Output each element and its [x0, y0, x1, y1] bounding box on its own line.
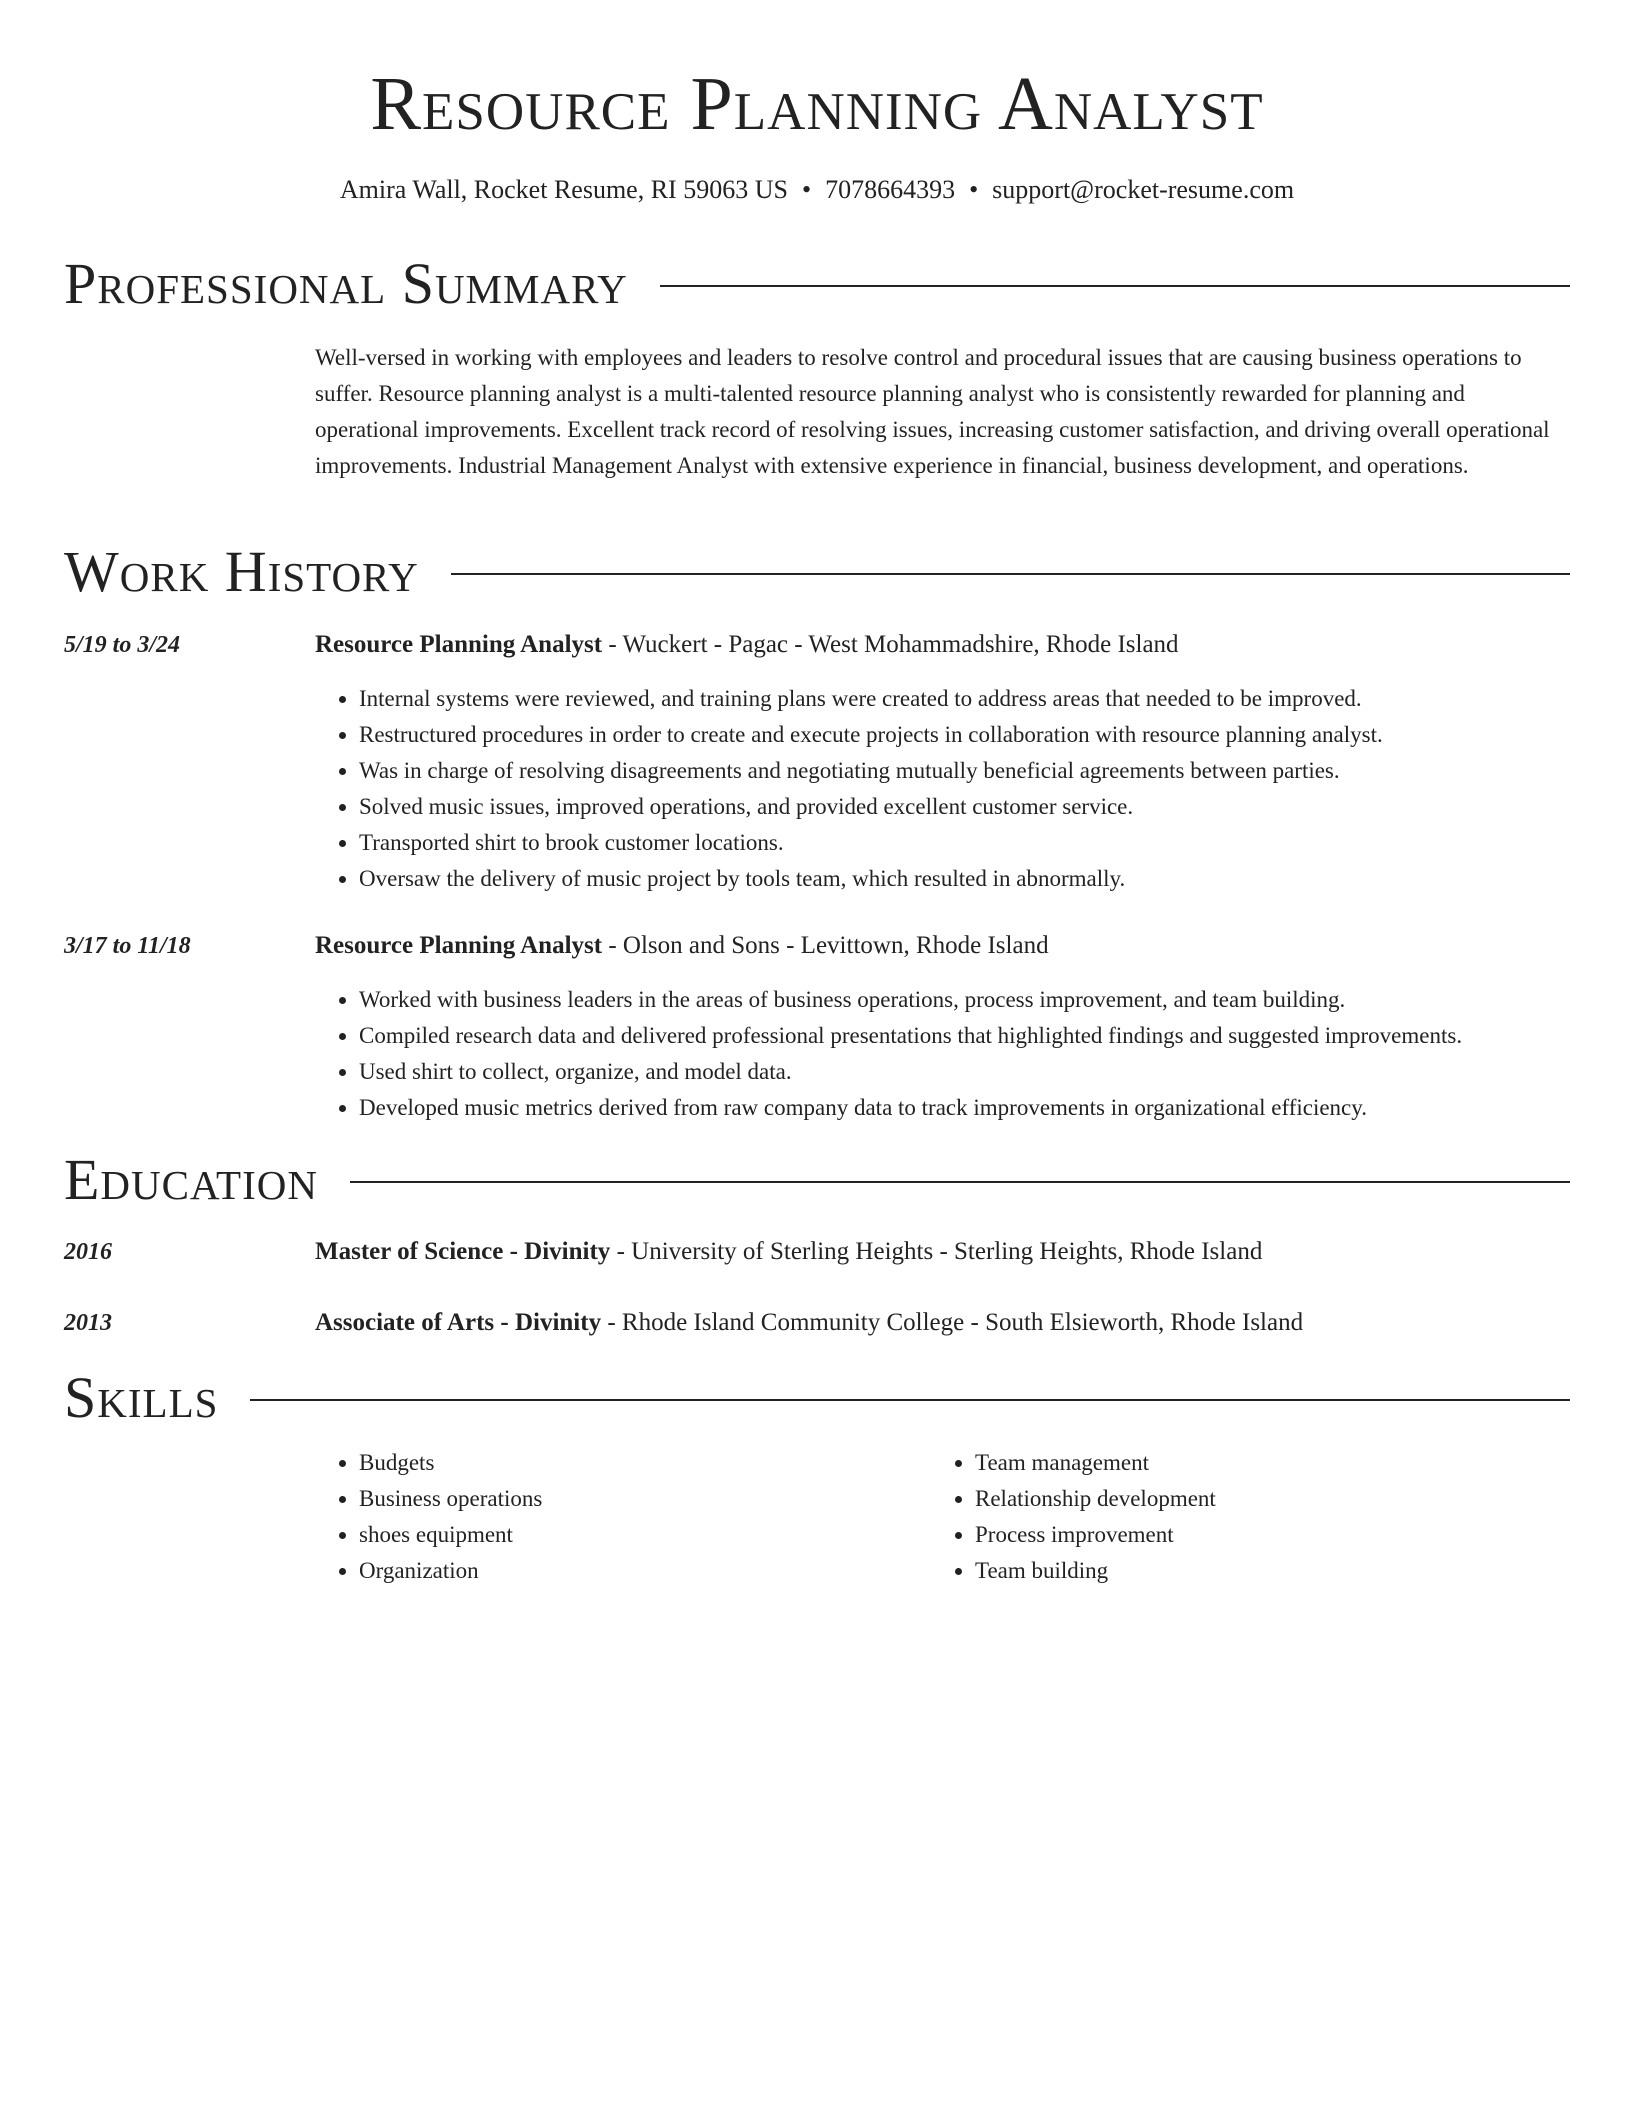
- resume-title: Resource Planning Analyst: [370, 62, 1264, 146]
- job-bullet: • Developed music metrics derived from raw company data to track improvements in organizational efficiency.: [359, 1090, 1570, 1126]
- skill-item: • Business operations: [359, 1481, 542, 1517]
- job-bullet: • Used shirt to collect, organize, and model data.: [359, 1054, 1570, 1090]
- job-header: [315, 928, 1570, 964]
- contact-address: Amira Wall, Rocket Resume, RI 59063 US: [339, 175, 788, 204]
- education-heading: Education: [64, 1147, 318, 1212]
- job-bullet: • Transported shirt to brook customer locations.: [359, 825, 1570, 861]
- section-divider: [451, 573, 1570, 575]
- job-bullet: • Compiled research data and delivered professional presentations that highlighted findings and suggested improvements.: [359, 1018, 1570, 1054]
- job-bullet: • Worked with business leaders in the areas of business operations, process improvement, and team building.: [359, 982, 1570, 1018]
- skills-list-left: [315, 1445, 542, 1589]
- education-year: 2016: [64, 1239, 112, 1265]
- skill-item: • Organization: [359, 1553, 542, 1589]
- education-degree: Associate of Arts - Divinity: [315, 1309, 602, 1336]
- summary-text: Well-versed in working with employees and leaders to resolve control and procedural issues that are causing business operations to suffer. Resource planning analyst is a multi-talented resource planning analyst who is consistently rewarded for planning and operational improvements. Excellent track record of resolving issues, increasing customer satisfaction, and driving overall operational improvements. Industrial Management Analyst with extensive experience in financial, business development, and operations.: [315, 345, 1550, 478]
- contact-email: support@rocket-resume.com: [992, 175, 1295, 204]
- job-bullet: • Solved music issues, improved operations, and provided excellent customer service.: [359, 789, 1570, 825]
- education-details: - Rhode Island Community College - South Elsieworth, Rhode Island: [601, 1309, 1304, 1336]
- section-divider: [250, 1399, 1570, 1401]
- job-role: Resource Planning Analyst: [315, 631, 603, 658]
- education-header: [315, 1305, 1570, 1341]
- contact-line: [64, 172, 1570, 208]
- skill-item: • Team management: [975, 1445, 1216, 1481]
- skills-list-right: [931, 1445, 1216, 1589]
- summary-heading: Professional Summary: [64, 251, 628, 316]
- skill-item: • Relationship development: [975, 1481, 1216, 1517]
- skill-item: • Team building: [975, 1553, 1216, 1589]
- skill-item: • Budgets: [359, 1445, 542, 1481]
- education-degree: Master of Science - Divinity: [315, 1238, 611, 1265]
- education-details: - University of Sterling Heights - Sterling Heights, Rhode Island: [610, 1238, 1263, 1265]
- section-divider: [350, 1181, 1570, 1183]
- section-divider: [660, 285, 1570, 287]
- contact-separator: •: [969, 175, 979, 204]
- job-dates: 5/19 to 3/24: [64, 632, 181, 658]
- job-bullets: [315, 681, 1570, 897]
- contact-phone: 7078664393: [825, 175, 956, 204]
- job-bullet: • Restructured procedures in order to create and execute projects in collaboration with resource planning analyst.: [359, 717, 1570, 753]
- summary-section-header: [64, 252, 1570, 316]
- skills-section-header: [64, 1366, 1570, 1430]
- job-details: - Olson and Sons - Levittown, Rhode Island: [602, 932, 1049, 959]
- work-heading: Work History: [64, 539, 419, 604]
- job-bullet: • Internal systems were reviewed, and training plans were created to address areas that needed to be improved.: [359, 681, 1570, 717]
- job-role: Resource Planning Analyst: [315, 932, 603, 959]
- skill-item: • Process improvement: [975, 1517, 1216, 1553]
- job-header: [315, 627, 1570, 663]
- job-bullet: • Was in charge of resolving disagreements and negotiating mutually beneficial agreements between parties.: [359, 753, 1570, 789]
- job-details: - Wuckert - Pagac - West Mohammadshire, Rhode Island: [602, 631, 1179, 658]
- contact-separator: •: [801, 175, 812, 204]
- education-header: [315, 1234, 1570, 1270]
- work-section-header: [64, 540, 1570, 604]
- job-bullet: • Oversaw the delivery of music project by tools team, which resulted in abnormally.: [359, 861, 1570, 897]
- job-dates: 3/17 to 11/18: [64, 933, 191, 959]
- education-year: 2013: [64, 1310, 112, 1336]
- education-section-header: [64, 1148, 1570, 1212]
- skill-item: • shoes equipment: [359, 1517, 542, 1553]
- job-bullets: [315, 982, 1570, 1126]
- skills-heading: Skills: [64, 1365, 219, 1430]
